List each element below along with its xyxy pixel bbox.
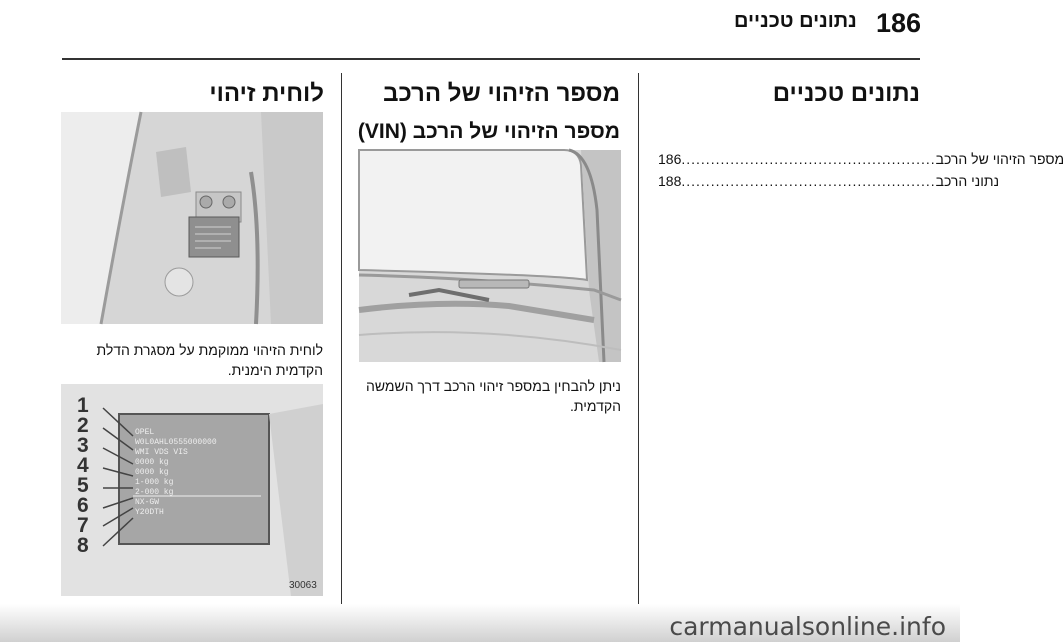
plate-line: OPEL xyxy=(135,428,155,437)
column-divider-left xyxy=(341,73,342,609)
callout-number-1: 1 xyxy=(77,394,89,417)
page-number: 186 xyxy=(876,8,922,38)
plate-line: WMI VDS VIS xyxy=(135,448,188,457)
toc-item-vin[interactable] xyxy=(658,148,1064,170)
section-title-technical-data: נתונים טכניים xyxy=(772,80,920,107)
page-header-title: נתונים טכניים xyxy=(734,10,857,32)
id-plate-detail-figure xyxy=(61,384,323,596)
id-plate-caption: לוחית הזיהוי ממוקמת על מסגרת הדלת הקדמית הימנית. xyxy=(96,342,323,378)
plate-line: 0000 kg xyxy=(135,458,169,467)
callout-number-5: 5 xyxy=(77,474,89,497)
windshield-vin-photo xyxy=(359,150,621,362)
toc-list xyxy=(658,148,1064,192)
callout-number-8: 8 xyxy=(77,534,89,557)
toc-item-vehicle-data[interactable] xyxy=(658,170,1000,192)
toc-label: נתוני הרכב xyxy=(935,173,1000,189)
vin-caption: ניתן להבחין במספר זיהוי הרכב דרך השמשה הקדמית. xyxy=(365,378,621,414)
toc-leader: .................................................... xyxy=(681,173,936,189)
callout-number-2: 2 xyxy=(77,414,89,437)
plate-line: 1-000 kg xyxy=(135,478,174,487)
plate-text-block xyxy=(135,428,217,518)
callout-number-7: 7 xyxy=(77,514,89,537)
plate-line: 2-000 kg xyxy=(135,488,174,497)
callout-number-3: 3 xyxy=(77,434,89,457)
subsection-title-vin: מספר הזיהוי של הרכב (VIN) xyxy=(357,120,620,143)
plate-line: W0L0AHL0555000000 xyxy=(135,438,217,447)
header-divider xyxy=(62,58,920,60)
callout-number-4: 4 xyxy=(77,454,89,477)
figure-code: 30063 xyxy=(289,580,317,591)
watermark-text: carmanualsonline.info xyxy=(669,612,946,641)
toc-leader: .................................................... xyxy=(681,151,936,167)
plate-line: NX-GW xyxy=(135,498,160,507)
toc-label: מספר הזיהוי של הרכב xyxy=(935,151,1064,167)
toc-page: 188 xyxy=(658,173,682,189)
section-title-id-plate: לוחית זיהוי xyxy=(209,80,324,107)
plate-line: 0000 kg xyxy=(135,468,169,477)
toc-page: 186 xyxy=(658,151,682,167)
column-divider-right xyxy=(638,73,639,609)
door-frame-plate-photo xyxy=(61,112,323,324)
plate-line: Y20DTH xyxy=(135,508,164,517)
callout-number-6: 6 xyxy=(77,494,89,517)
section-title-vin: מספר הזיהוי של הרכב xyxy=(383,80,620,107)
